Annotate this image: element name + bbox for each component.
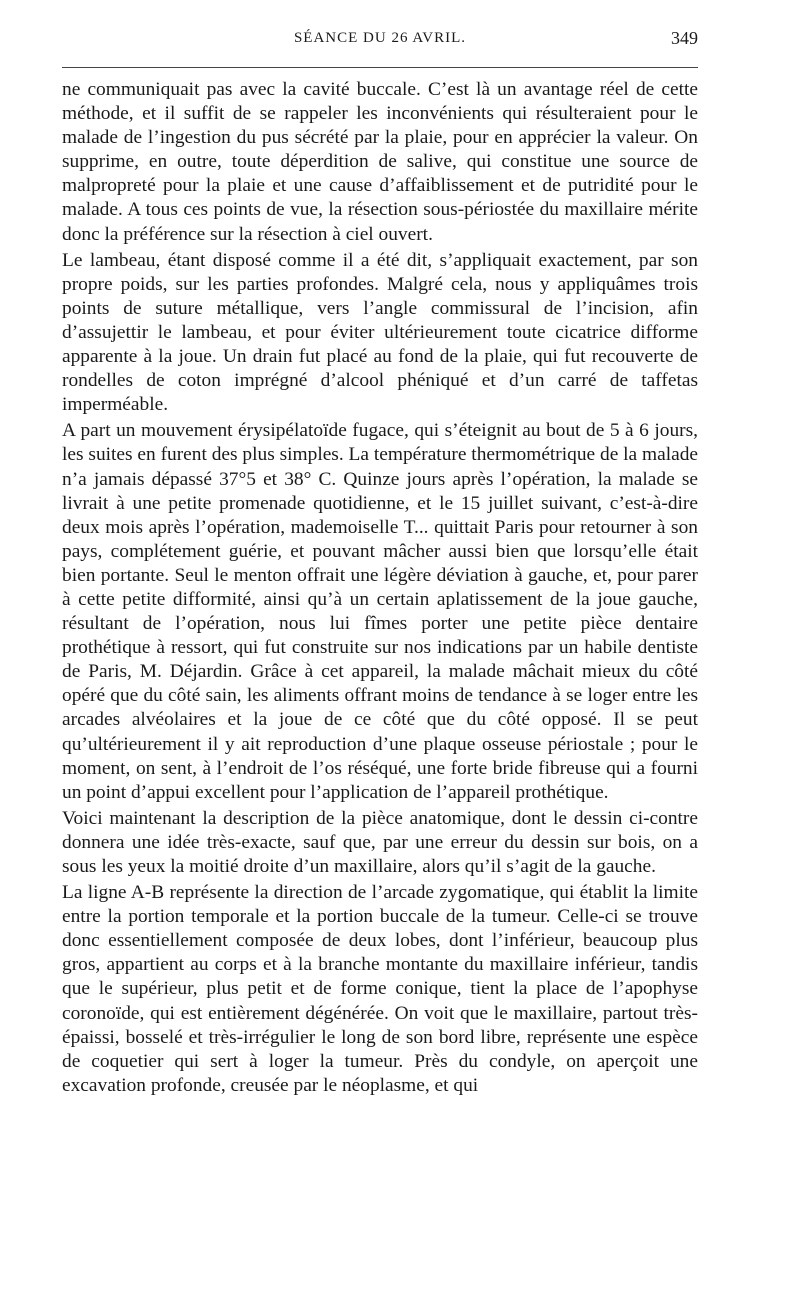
body-text: [62, 78, 698, 1098]
paragraph-4: Voici maintenant la description de la pièce anatomique, dont le dessin ci-contre donnera une idée très-exacte, sauf que, par une erreur du dessin sur bois, on a sous les yeux la moitié droite d’un maxillaire, alors qu’il s’agit de la gauche.: [62, 807, 698, 877]
paragraph-1: ne communiquait pas avec la cavité buccale. C’est là un avantage réel de cette méthode, et il suffit de se rappeler les inconvénients qui résulteraient pour le malade de l’ingestion du pus sécrété par la plaie, pour en apprécier la valeur. On supprime, en outre, toute déperdition de salive, qui constitue une source de malpropreté pour la plaie et une cause d’affaiblissement et de putridité pour le malade. A tous ces points de vue, la résection sous-périostée du maxillaire mérite donc la préférence sur la résection à ciel ouvert.: [62, 79, 698, 245]
paragraph-5: La ligne A-B représente la direction de l’arcade zygomatique, qui établit la limite entre la portion temporale et la portion buccale de la tumeur. Celle-ci se trouve donc essentiellement composée de deux lobes, dont l’inférieur, beaucoup plus gros, appartient au corps et à la branche montante du maxillaire inférieur, tandis que le supérieur, plus petit et de forme conique, tient la place de l’apophyse coronoïde, qui est entièrement dégénérée. On voit que le maxillaire, partout très-épaissi, bosselé et très-irrégulier le long de son bord libre, représente une espèce de coquetier qui sert à loger la tumeur. Près du condyle, on aperçoit une excavation profonde, creusée par le néoplasme, et qui: [62, 882, 698, 1096]
running-head: [62, 0, 698, 48]
header-rule: [62, 67, 698, 68]
paragraph-2: Le lambeau, étant disposé comme il a été dit, s’appliquait exactement, par son propre poids, sur les parties profondes. Malgré cela, nous y appliquâmes trois points de suture métallique, vers l’angle commissural de l’incision, afin d’assujettir le lambeau, et pour éviter ultérieurement toute cicatrice difforme apparente à la joue. Un drain fut placé au fond de la plaie, qui fut recouverte de rondelles de coton imprégné d’alcool phéniqué et d’un carré de taffetas imperméable.: [62, 249, 698, 416]
running-title: SÉANCE DU 26 AVRIL.: [293, 30, 467, 46]
page: [62, 0, 698, 1096]
paragraph-3: A part un mouvement érysipélatoïde fugace, qui s’éteignit au bout de 5 à 6 jours, les suites en furent des plus simples. La température thermométrique de la malade n’a jamais dépassé 37°5 et 38° C. Quinze jours après l’opération, la malade se livrait à une petite promenade quotidienne, et le 15 juillet suivant, c’est-à-dire deux mois après l’opération, mademoiselle T... quittait Paris pour retourner à son pays, complétement guérie, et pouvant mâcher aussi bien que lorsqu’elle était bien portante. Seul le menton offrait une légère déviation à gauche, et, pour parer à cette petite difformité, ainsi qu’à un certain aplatissement de la joue gauche, résultant de l’opération, nous lui fîmes porter une petite pièce dentaire prothétique à ressort, qui fut construite sur nos indications par un habile dentiste de Paris, M. Déjardin. Grâce à cet appareil, la malade mâchait mieux du côté opéré que du côté sain, les aliments offrant moins de tendance à se loger entre les arcades alvéolaires et la joue de ce côté que du côté opposé. Il se peut qu’ultérieurement il y ait reproduction d’une plaque osseuse périostale ; pour le moment, on sent, à l’endroit de l’os réséqué, une forte bride fibreuse qui a fourni un point d’appui excellent pour l’application de l’appareil prothétique.: [62, 420, 698, 803]
page-number: 349: [671, 28, 698, 48]
